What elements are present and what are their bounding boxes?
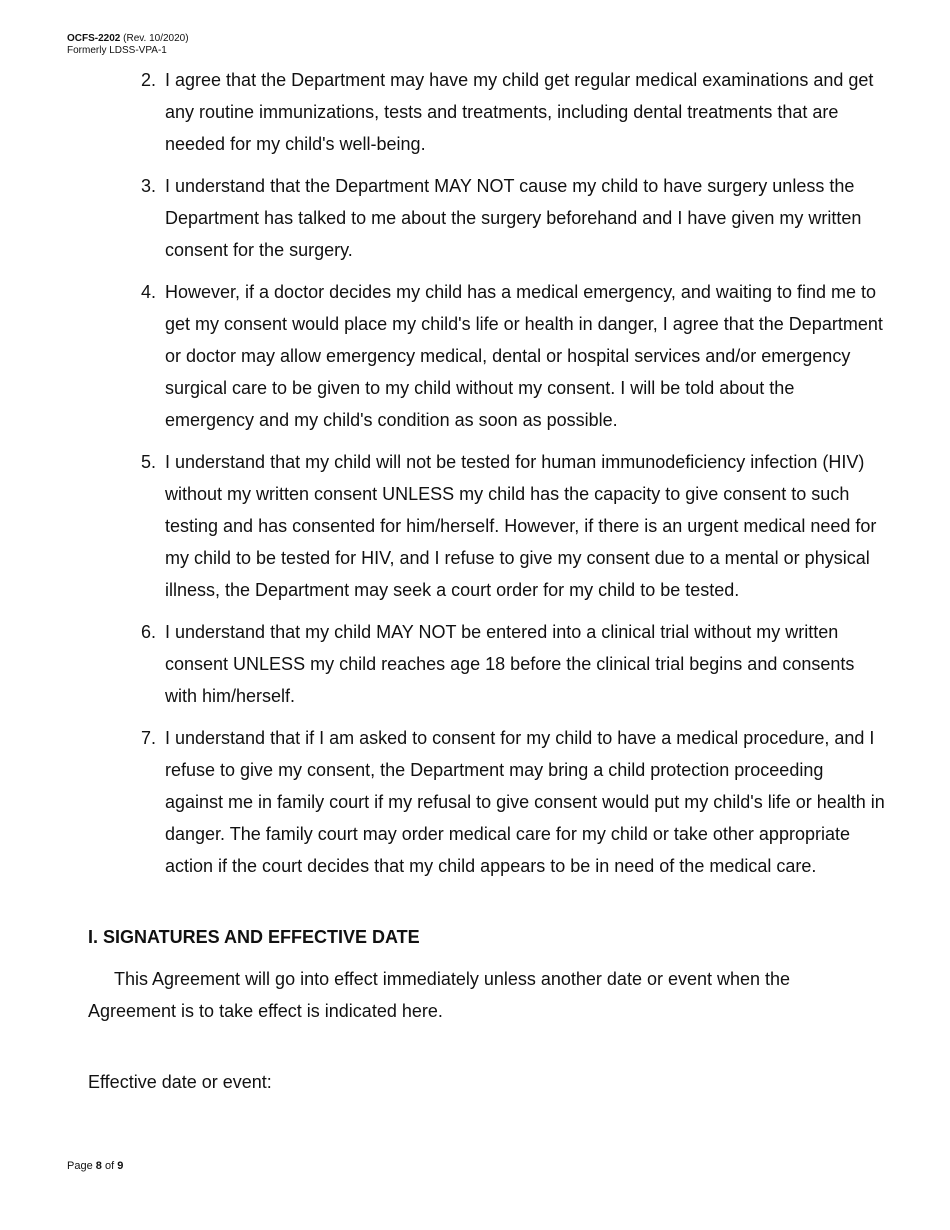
form-formerly: Formerly LDSS-VPA-1 <box>67 45 167 56</box>
list-item <box>141 446 886 606</box>
form-header <box>67 33 189 57</box>
item-text: I agree that the Department may have my child get regular medical examinations and get any routine immunizations, tests and treatments, including dental treatments that are needed for my child's well-being. <box>165 70 874 154</box>
form-revision: (Rev. 10/2020) <box>123 33 189 44</box>
list-item <box>141 616 886 712</box>
item-number: 3. <box>141 176 157 196</box>
item-text: However, if a doctor decides my child has a medical emergency, and waiting to find me to get my consent would place my child's life or health in danger, I agree that the Department or doctor may allow emergency medical, dental or hospital services and/or emergency surgical care to be given to my child without my consent. I will be told about the emergency and my child's condition as soon as possible. <box>165 282 883 430</box>
item-text: I understand that my child will not be tested for human immunodeficiency infection (HIV) without my written consent UNLESS my child has the capacity to give consent to such testing and has consented for him/herself. However, if there is an urgent medical need for my child to be tested for HIV, and I refuse to give my consent due to a mental or physical illness, the Department may seek a court order for my child to be tested. <box>165 452 877 600</box>
section-title: I. SIGNATURES AND EFFECTIVE DATE <box>88 927 420 947</box>
list-item <box>141 170 886 266</box>
current-page: 8 <box>95 1160 102 1172</box>
list-item <box>141 64 886 160</box>
item-text: I understand that if I am asked to consent for my child to have a medical procedure, and I refuse to give my consent, the Department may bring a child protection proceeding against me in family court if my refusal to give consent would put my child's life or health in danger. The family court may order medical care for my child or take other appropriate action if the court decides that my child appears to be in need of the medical care. <box>165 728 885 876</box>
item-number: 2. <box>141 70 157 90</box>
item-number: 7. <box>141 728 157 748</box>
list-item <box>141 722 886 882</box>
effective-paragraph: This Agreement will go into effect immediately unless another date or event when the Agreement is to take effect is indicated here. <box>88 969 791 1021</box>
consent-list <box>141 64 886 892</box>
total-pages: 9 <box>117 1160 124 1172</box>
item-text: I understand that the Department MAY NOT cause my child to have surgery unless the Department has talked to me about the surgery beforehand and I have given my written consent for the surgery. <box>165 176 862 260</box>
item-number: 6. <box>141 622 157 642</box>
item-text: I understand that my child MAY NOT be entered into a clinical trial without my written consent UNLESS my child reaches age 18 before the clinical trial begins and consents with him/herself. <box>165 622 855 706</box>
of-word: of <box>104 1160 115 1172</box>
item-number: 4. <box>141 282 157 302</box>
list-item <box>141 276 886 436</box>
page-word: Page <box>67 1160 93 1172</box>
page-footer <box>67 1159 123 1173</box>
form-number: OCFS-2202 <box>67 33 121 44</box>
effective-date-label: Effective date or event: <box>88 1072 272 1092</box>
item-number: 5. <box>141 452 157 472</box>
